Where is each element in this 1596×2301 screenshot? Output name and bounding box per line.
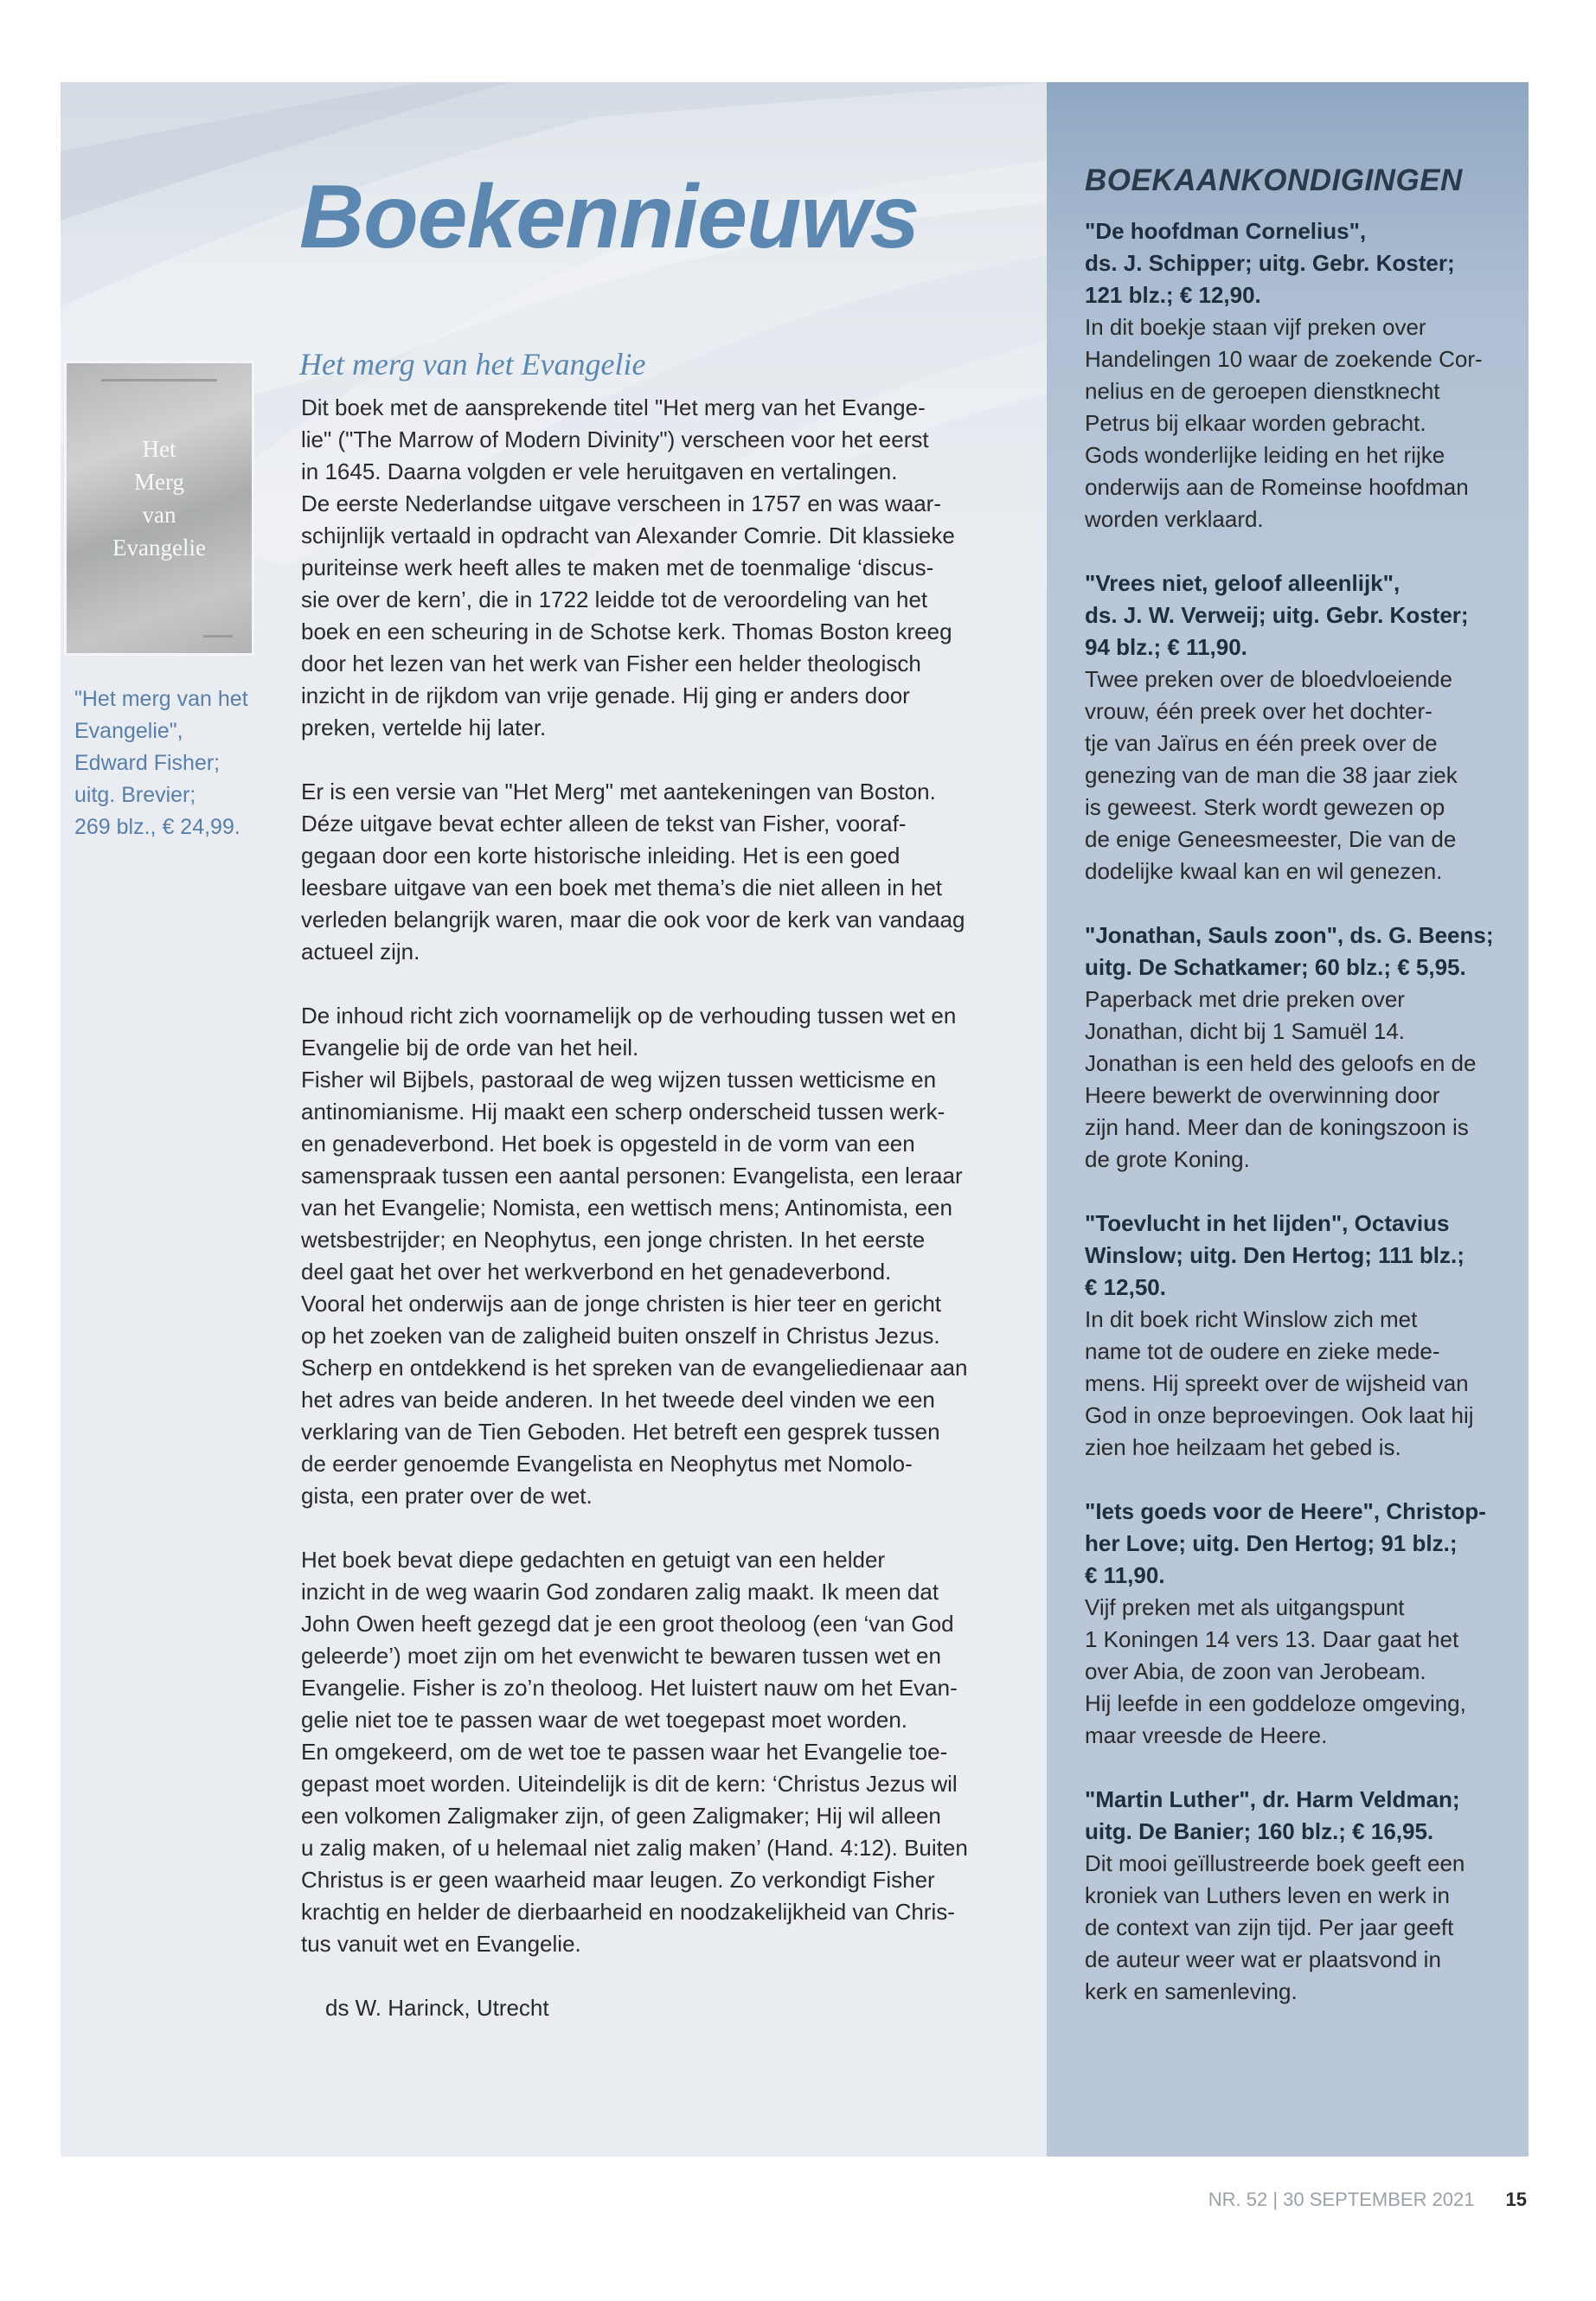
book-caption: "Het merg van het Evangelie", Edward Fisher; uitg. Brevier; 269 blz., € 24,99. bbox=[74, 687, 248, 839]
cover-title: Het Merg van Evangelie bbox=[112, 436, 206, 561]
article-body bbox=[301, 392, 993, 2056]
article-paragraph: Er is een versie van "Het Merg" met aantekeningen van Boston. Déze uitgave bevat echter alleen de tekst van Fisher, vooraf- gegaan door een korte historische inleiding. Het is een goed leesbare uitgave van een boek met thema’s die niet alleen in het verleden belangrijk waren, maar die ook voor de kerk van vandaag actueel zijn. bbox=[301, 779, 965, 965]
book-cover-image bbox=[67, 363, 252, 653]
article-author: ds W. Harinck, Utrecht bbox=[325, 1995, 549, 2021]
article-paragraph: Dit boek met de aansprekende titel "Het merg van het Evange- lie" ("The Marrow of Modern Divinity") verscheen voor het eerst in 1645. Daarna volgden er vele heruitgaven en vertalingen. De eerste Nederlandse uitgave verscheen in 1757 en was waar- schijnlijk vertaald in opdracht van Alexander Comrie. Dit klassieke puriteinse werk heeft alles te maken met de toenmalige ‘discus- sie over de kern’, die in 1722 leidde tot de veroordeling van het boek en een scheuring in de Schotse kerk. Thomas Boston kreeg door het lezen van het werk van Fisher een helder theologisch inzicht in de rijkdom van vrije genade. Hij ging er anders door preken, vertelde hij later. bbox=[301, 394, 955, 740]
announcements-heading: BOEKAANKONDIGINGEN bbox=[1085, 163, 1463, 197]
article-subtitle: Het merg van het Evangelie bbox=[299, 347, 646, 381]
page-title: Boekennieuws bbox=[299, 167, 920, 267]
book-announcements bbox=[1085, 164, 1517, 2040]
announcement-item: "Vrees niet, geloof alleenlijk", ds. J. W. Verweij; uitg. Gebr. Koster; 94 blz.; € 11,90. Twee preken over de bloedvloeiende vrouw, één preek over het dochter- tje van Jaïrus en één preek over de genezing van de man die 38 jaar ziek is geweest. Sterk wordt gewezen op de enige Geneesmeester, Die van de dodelijke kwaal kan en wil genezen. bbox=[1085, 570, 1469, 884]
issue-info: NR. 52 | 30 SEPTEMBER 2021 bbox=[1208, 2189, 1475, 2210]
cover-publisher-mark bbox=[203, 635, 233, 638]
article-paragraph: Het boek bevat diepe gedachten en getuigt van een helder inzicht in de weg waarin God zondaren zalig maakt. Ik meen dat John Owen heeft gezegd dat je een groot theoloog (een ‘van God geleerde’) moet zijn om het evenwicht te bewaren tussen wet en Evangelie. Fisher is zo’n theoloog. Het luistert nauw om het Evan- gelie niet toe te passen waar de wet toegepast moet worden. En omgekeerd, om de wet toe te passen waar het Evangelie toe- gepast moet worden. Uiteindelijk is dit de kern: ‘Christus Jezus wil een volkomen Zaligmaker zijn, of geen Zaligmaker; Hij wil alleen u zalig maken, of u helemaal niet zalig maken’ (Hand. 4:12). Buiten Christus is er geen waarheid maar leugen. Zo verkondigt Fisher krachtig en helder de dierbaarheid en noodzakelijkheid van Chris- tus vanuit wet en Evangelie. bbox=[301, 1547, 968, 1957]
announcement-item: "Iets goeds voor de Heere", Christop- her Love; uitg. Den Hertog; 91 blz.; € 11,90. Vijf preken met als uitgangspunt 1 Koningen 14 vers 13. Daar gaat het over Abia, de zoon van Jerobeam. Hij leefde in een goddeloze omgeving, maar vreesde de Heere. bbox=[1085, 1498, 1486, 1748]
page-footer bbox=[1208, 2189, 1527, 2211]
announcement-item: "De hoofdman Cornelius", ds. J. Schipper; uitg. Gebr. Koster; 121 blz.; € 12,90. In dit boekje staan vijf preken over Handelingen 10 waar de zoekende Cor- nelius en de geroepen dienstknecht Petrus bij elkaar worden gebracht. Gods wonderlijke leiding en het rijke onderwijs aan de Romeinse hoofdman worden verklaard. bbox=[1085, 218, 1483, 532]
announcement-item: "Martin Luther", dr. Harm Veldman; uitg. De Banier; 160 blz.; € 16,95. Dit mooi geïllustreerde boek geeft een kroniek van Luthers leven en werk in de context van zijn tijd. Per jaar geeft de auteur weer wat er plaatsvond in kerk en samenleving. bbox=[1085, 1786, 1465, 2004]
article-paragraph: De inhoud richt zich voornamelijk op de verhouding tussen wet en Evangelie bij de orde van het heil. Fisher wil Bijbels, pastoraal de weg wijzen tussen wetticisme en antinomianisme. Hij maakt een scherp onderscheid tussen werk- en genadeverbond. Het boek is opgesteld in de vorm van een samenspraak tussen een aantal personen: Evangelista, een leraar van het Evangelie; Nomista, een wettisch mens; Antinomista, een wetsbestrijder; en Neophytus, een jonge christen. In het eerste deel gaat het over het werkverbond en het genadeverbond. Vooral het onderwijs aan de jonge christen is hier teer en gericht op het zoeken van de zaligheid buiten onszelf in Christus Jezus. Scherp en ontdekkend is het spreken van de evangeliedienaar aan het adres van beide anderen. In het tweede deel vinden we een verklaring van de Tien Geboden. Het betreft een gesprek tussen de eerder genoemde Evangelista en Neophytus met Nomolo- gista, een prater over de wet. bbox=[301, 1003, 968, 1509]
page-number: 15 bbox=[1505, 2189, 1527, 2210]
cover-author-line bbox=[101, 379, 217, 381]
announcement-item: "Jonathan, Sauls zoon", ds. G. Beens; uitg. De Schatkamer; 60 blz.; € 5,95. Paperback met drie preken over Jonathan, dicht bij 1 Samuël 14. Jonathan is een held des geloofs en de Heere bewerkt de overwinning door zijn hand. Meer dan de koningszoon is de grote Koning. bbox=[1085, 922, 1494, 1172]
announcement-item: "Toevlucht in het lijden", Octavius Winslow; uitg. Den Hertog; 111 blz.; € 12,50. In dit boek richt Winslow zich met name tot de oudere en zieke mede- mens. Hij spreekt over de wijsheid van God in onze beproevingen. Ook laat hij zien hoe heilzaam het gebed is. bbox=[1085, 1210, 1474, 1460]
